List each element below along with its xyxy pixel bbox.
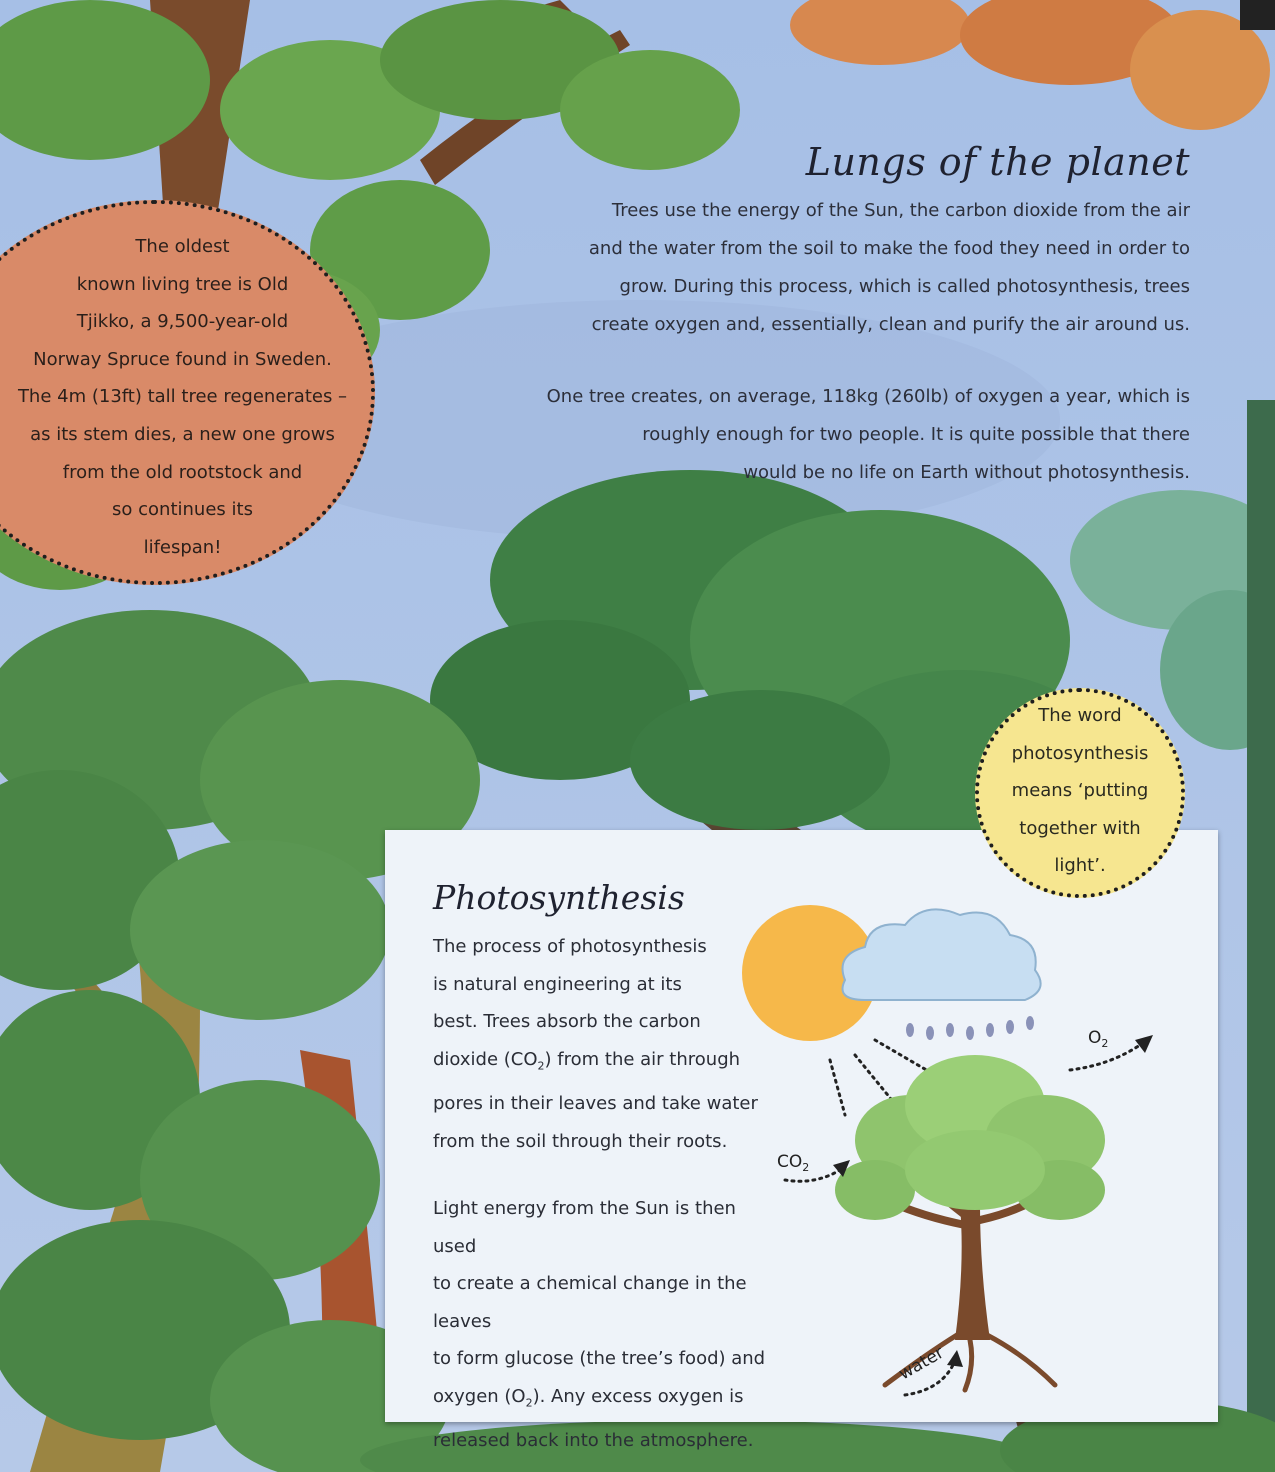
card-paragraph-2 xyxy=(433,1190,768,1460)
subscript: 2 xyxy=(525,1396,533,1410)
cloud-icon xyxy=(843,909,1041,1000)
fact-line: together with xyxy=(1019,817,1141,839)
card-line xyxy=(433,1048,741,1073)
photosynthesis-diagram xyxy=(725,885,1205,1410)
fact-line: light’. xyxy=(1054,855,1106,877)
fact-line: The 4m (13ft) tall tree regenerates – xyxy=(17,386,348,408)
photosynthesis-card xyxy=(385,830,1218,1452)
card-line-part: oxygen (O xyxy=(433,1385,526,1407)
card-line: best. Trees absorb the carbon xyxy=(433,1011,701,1033)
card-line-part: ). Any excess oxygen is xyxy=(532,1385,744,1407)
rain-drops-icon xyxy=(906,1016,1034,1040)
fact-line: so continues its xyxy=(112,499,253,521)
fact-line: Tjikko, a 9,500-year-old xyxy=(76,311,289,333)
fact-line: known living tree is Old xyxy=(76,273,289,295)
word-meaning-fact-text xyxy=(985,697,1175,885)
card-line: Light energy from the Sun is then used xyxy=(433,1198,736,1257)
o2-label xyxy=(1088,1028,1108,1050)
intro-p2-line: would be no life on Earth without photosynthesis. xyxy=(743,462,1190,483)
intro-p1-line: Trees use the energy of the Sun, the carbon dioxide from the air xyxy=(611,200,1190,221)
fact-line: Norway Spruce found in Sweden. xyxy=(33,348,332,370)
card-line: to form glucose (the tree’s food) and xyxy=(433,1348,766,1370)
co2-label-sub: 2 xyxy=(802,1161,810,1174)
intro-p1-line: create oxygen and, essentially, clean and purify the air around us. xyxy=(591,314,1190,335)
fact-line: from the old rootstock and xyxy=(62,461,303,483)
co2-label-text: CO xyxy=(777,1152,803,1172)
card-line: The process of photosynthesis xyxy=(433,936,707,957)
card-title: Photosynthesis xyxy=(433,878,685,917)
oldest-tree-fact-text xyxy=(10,228,355,566)
water-arrowhead xyxy=(947,1350,963,1367)
fact-line: The oldest xyxy=(135,236,230,257)
fact-line: as its stem dies, a new one grows xyxy=(30,423,335,445)
co2-label xyxy=(777,1152,809,1174)
card-line: from the soil through their roots. xyxy=(433,1130,728,1152)
intro-p2-line: roughly enough for two people. It is quite possible that there xyxy=(642,424,1190,445)
subscript: 2 xyxy=(537,1059,545,1073)
fact-line: The word xyxy=(1038,705,1122,726)
fact-line: lifespan! xyxy=(143,536,222,558)
card-paragraph-1 xyxy=(433,928,768,1160)
intro-section xyxy=(540,140,1190,526)
card-line: released back into the atmosphere. xyxy=(433,1430,754,1452)
card-line-part: dioxide (CO xyxy=(433,1048,538,1070)
card-line: pores in their leaves and take water xyxy=(433,1092,758,1114)
card-line xyxy=(433,1385,744,1410)
intro-paragraph-1 xyxy=(540,192,1190,344)
intro-p1-line: and the water from the soil to make the food they need in order to xyxy=(588,238,1190,259)
intro-p2-line: One tree creates, on average, 118kg (260lb) of oxygen a year, which is xyxy=(546,386,1190,407)
card-line: to create a chemical change in the leaves xyxy=(433,1273,747,1332)
card-line-part: ) from the air through xyxy=(544,1048,741,1070)
fact-line: means ‘putting xyxy=(1011,780,1149,802)
page-title: Lungs of the planet xyxy=(805,140,1190,184)
tree-icon xyxy=(835,1055,1105,1390)
intro-paragraph-2 xyxy=(540,378,1190,492)
o2-label-text: O xyxy=(1088,1028,1102,1048)
o2-label-sub: 2 xyxy=(1101,1037,1109,1050)
o2-arrowhead xyxy=(1135,1035,1153,1053)
card-line: is natural engineering at its xyxy=(433,973,682,995)
water-label: water xyxy=(895,1342,948,1385)
fact-line: photosynthesis xyxy=(1011,742,1149,764)
intro-p1-line: grow. During this process, which is called photosynthesis, trees xyxy=(619,276,1190,297)
